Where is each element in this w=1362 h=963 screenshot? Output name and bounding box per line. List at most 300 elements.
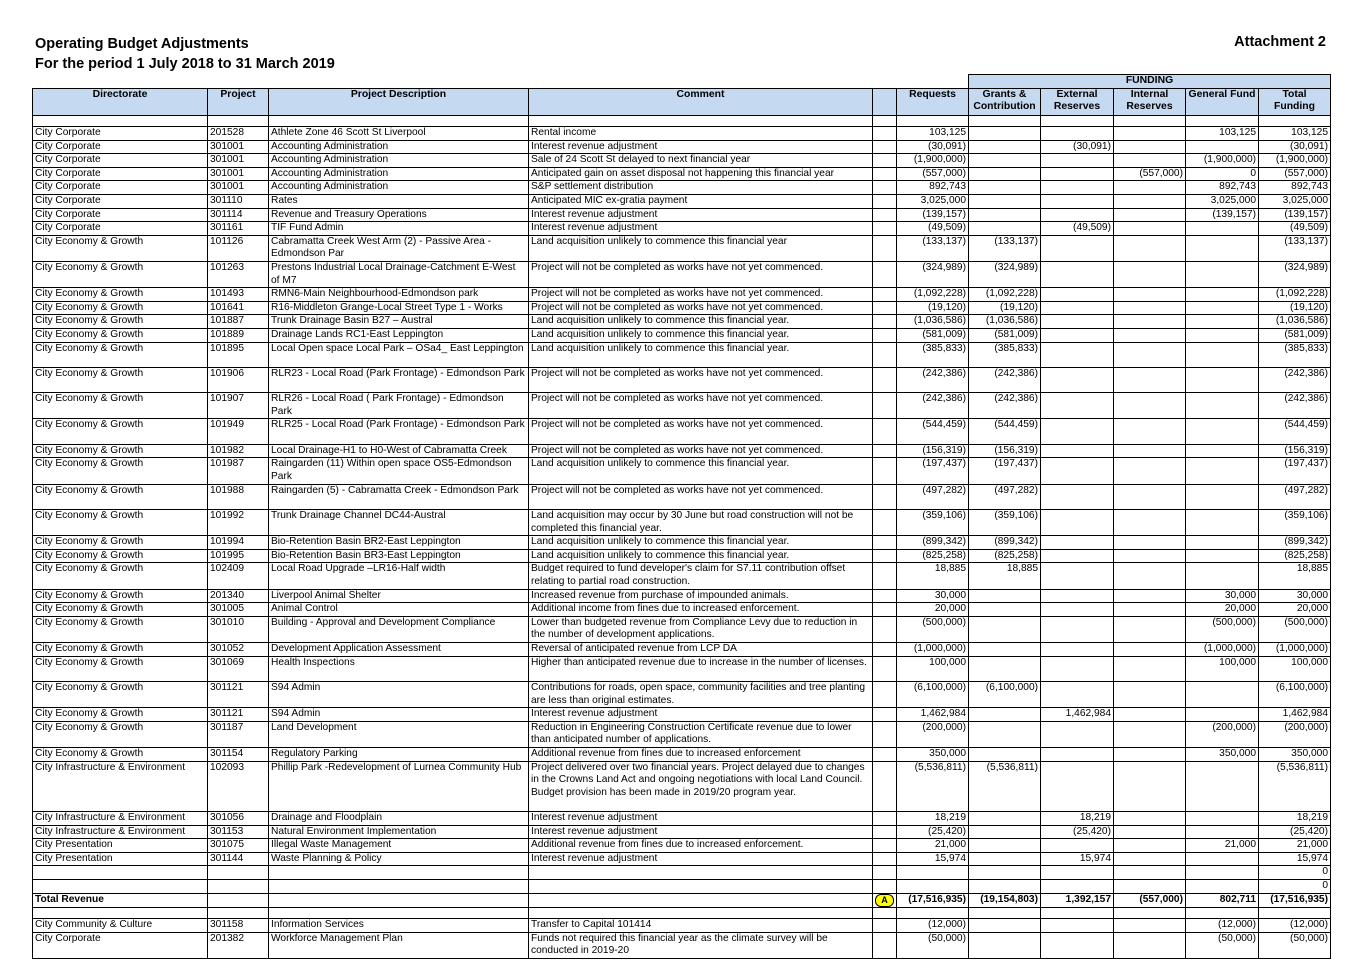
cell-requests: (359,106): [897, 510, 969, 536]
cell-total: 20,000: [1259, 603, 1331, 617]
cell-project: 301056: [208, 812, 269, 826]
cell-requests: 18,219: [897, 812, 969, 826]
cell-total: (1,900,000): [1259, 154, 1331, 168]
cell-general: 350,000: [1186, 747, 1259, 761]
cell-general: (139,157): [1186, 208, 1259, 222]
cell-internal: [1114, 419, 1186, 444]
col-total: Total Funding: [1259, 89, 1331, 116]
cell-external: [1041, 301, 1114, 315]
cell-directorate: City Economy & Growth: [33, 444, 208, 458]
cell-description: Raingarden (11) Within open space OS5-Edmondson Park: [269, 458, 529, 484]
cell-project: 301144: [208, 852, 269, 866]
cell-flag: [873, 747, 897, 761]
cell-internal: [1114, 484, 1186, 509]
cell-project: 301075: [208, 839, 269, 853]
cell-internal: [1114, 747, 1186, 761]
cell-internal: [1114, 301, 1186, 315]
cell-total: 0: [1259, 866, 1331, 880]
cell-description: Cabramatta Creek West Arm (2) - Passive Area - Edmondson Par: [269, 235, 529, 261]
cell-requests: (1,900,000): [897, 154, 969, 168]
cell-comment: Funds not required this financial year as the climate survey will be conducted in 2019-20: [529, 932, 873, 958]
cell-project: 301069: [208, 656, 269, 681]
cell-requests: 892,743: [897, 181, 969, 195]
table-row: [33, 315, 1331, 329]
cell-project: 301161: [208, 222, 269, 236]
cell-requests: (19,120): [897, 301, 969, 315]
cell-internal: [1114, 194, 1186, 208]
cell-project: 101887: [208, 315, 269, 329]
cell-grants: 18,885: [969, 563, 1041, 589]
cell-comment: Increased revenue from purchase of impounded animals.: [529, 589, 873, 603]
cell-general: [1186, 393, 1259, 419]
cell-requests: (899,342): [897, 536, 969, 550]
table-row: [33, 825, 1331, 839]
cell-general: [1186, 328, 1259, 342]
cell-flag: [873, 761, 897, 812]
cell-project: 301153: [208, 825, 269, 839]
cell-total: (242,386): [1259, 393, 1331, 419]
cell-comment: Project will not be completed as works have not yet commenced.: [529, 484, 873, 509]
cell-total: 30,000: [1259, 589, 1331, 603]
cell-directorate: City Corporate: [33, 181, 208, 195]
cell-requests: (1,000,000): [897, 642, 969, 656]
cell-general: 20,000: [1186, 603, 1259, 617]
cell-requests: (825,258): [897, 549, 969, 563]
cell-flag: [873, 419, 897, 444]
cell-external: [1041, 681, 1114, 707]
cell-project: 101493: [208, 288, 269, 302]
cell-internal: [1114, 393, 1186, 419]
cell-grants: [969, 642, 1041, 656]
cell-comment: Anticipated MIC ex-gratia payment: [529, 194, 873, 208]
cell-total: 103,125: [1259, 127, 1331, 141]
cell-total: 18,885: [1259, 563, 1331, 589]
cell-project: 101994: [208, 536, 269, 550]
cell-comment: Interest revenue adjustment: [529, 208, 873, 222]
cell-comment: Additional income from fines due to increased enforcement.: [529, 603, 873, 617]
col-internal: Internal Reserves: [1114, 89, 1186, 116]
cell-internal: [1114, 681, 1186, 707]
total-general: 802,711: [1186, 893, 1259, 908]
cell-flag: [873, 261, 897, 287]
cell-internal: [1114, 616, 1186, 642]
cell-general: [1186, 288, 1259, 302]
cell-total: 18,219: [1259, 812, 1331, 826]
cell-flag: [873, 549, 897, 563]
cell-grants: [969, 812, 1041, 826]
funding-group-header: FUNDING: [969, 75, 1331, 89]
table-row: [33, 852, 1331, 866]
cell-grants: (825,258): [969, 549, 1041, 563]
cell-comment: Higher than anticipated revenue due to increase in the number of licenses.: [529, 656, 873, 681]
cell-comment: Land acquisition unlikely to commence this financial year.: [529, 549, 873, 563]
cell-description: Workforce Management Plan: [269, 932, 529, 958]
cell-total: (25,420): [1259, 825, 1331, 839]
total-external: 1,392,157: [1041, 893, 1114, 908]
cell-requests: (385,833): [897, 342, 969, 367]
cell-comment: Interest revenue adjustment: [529, 812, 873, 826]
cell-external: [1041, 603, 1114, 617]
cell-total: (385,833): [1259, 342, 1331, 367]
cell-internal: [1114, 458, 1186, 484]
cell-comment: Project will not be completed as works have not yet commenced.: [529, 367, 873, 392]
cell-flag: [873, 812, 897, 826]
cell-external: [1041, 208, 1114, 222]
cell-project: 301010: [208, 616, 269, 642]
cell-internal: [1114, 761, 1186, 812]
col-description: Project Description: [269, 89, 529, 116]
cell-description: RMN6-Main Neighbourhood-Edmondson park: [269, 288, 529, 302]
cell-total: 350,000: [1259, 747, 1331, 761]
cell-comment: S&P settlement distribution: [529, 181, 873, 195]
cell-directorate: City Economy & Growth: [33, 458, 208, 484]
cell-internal: [1114, 222, 1186, 236]
cell-project: 101982: [208, 444, 269, 458]
col-requests: Requests: [897, 89, 969, 116]
cell-grants: [969, 866, 1041, 880]
cell-comment: Additional revenue from fines due to increased enforcement: [529, 747, 873, 761]
cell-project: 101988: [208, 484, 269, 509]
cell-description: RLR25 - Local Road (Park Frontage) - Edmondson Park: [269, 419, 529, 444]
cell-external: [1041, 444, 1114, 458]
cell-internal: [1114, 866, 1186, 880]
cell-comment: [529, 880, 873, 894]
cell-requests: (12,000): [897, 919, 969, 933]
cell-general: [1186, 235, 1259, 261]
cell-directorate: City Economy & Growth: [33, 536, 208, 550]
cell-project: 301110: [208, 194, 269, 208]
spacer-row: [33, 908, 1331, 919]
cell-external: [1041, 761, 1114, 812]
cell-flag: [873, 563, 897, 589]
cell-description: Trunk Drainage Basin B27 – Austral: [269, 315, 529, 329]
cell-description: Accounting Administration: [269, 140, 529, 154]
table-row: [33, 549, 1331, 563]
cell-requests: 3,025,000: [897, 194, 969, 208]
cell-external: [1041, 563, 1114, 589]
cell-external: [1041, 315, 1114, 329]
cell-general: (12,000): [1186, 919, 1259, 933]
cell-directorate: City Economy & Growth: [33, 549, 208, 563]
cell-grants: [969, 222, 1041, 236]
cell-project: 101641: [208, 301, 269, 315]
cell-grants: (359,106): [969, 510, 1041, 536]
cell-internal: [1114, 342, 1186, 367]
table-row: [33, 919, 1331, 933]
cell-grants: [969, 589, 1041, 603]
cell-requests: (50,000): [897, 932, 969, 958]
cell-directorate: City Economy & Growth: [33, 603, 208, 617]
cell-total: (200,000): [1259, 721, 1331, 747]
table-row: [33, 444, 1331, 458]
cell-total: (12,000): [1259, 919, 1331, 933]
cell-external: (30,091): [1041, 140, 1114, 154]
table-row: [33, 127, 1331, 141]
cell-total: (581,009): [1259, 328, 1331, 342]
cell-requests: (324,989): [897, 261, 969, 287]
cell-general: 30,000: [1186, 589, 1259, 603]
cell-comment: Sale of 24 Scott St delayed to next financial year: [529, 154, 873, 168]
cell-comment: Project will not be completed as works have not yet commenced.: [529, 419, 873, 444]
cell-project: 301005: [208, 603, 269, 617]
cell-flag: [873, 919, 897, 933]
cell-flag: [873, 181, 897, 195]
cell-project: [208, 866, 269, 880]
cell-general: [1186, 140, 1259, 154]
cell-description: Raingarden (5) - Cabramatta Creek - Edmondson Park: [269, 484, 529, 509]
cell-grants: [969, 825, 1041, 839]
cell-flag: [873, 642, 897, 656]
table-row: [33, 616, 1331, 642]
cell-description: Local Open space Local Park – OSa4_ East Leppington: [269, 342, 529, 367]
table-row: [33, 342, 1331, 367]
table-row: [33, 536, 1331, 550]
table-row: [33, 367, 1331, 392]
cell-project: 301052: [208, 642, 269, 656]
cell-directorate: City Economy & Growth: [33, 367, 208, 392]
cell-description: Building - Approval and Development Compliance: [269, 616, 529, 642]
cell-total: (544,459): [1259, 419, 1331, 444]
col-directorate: Directorate: [33, 89, 208, 116]
table-row: [33, 589, 1331, 603]
cell-grants: (324,989): [969, 261, 1041, 287]
cell-requests: (30,091): [897, 140, 969, 154]
cell-project: 101992: [208, 510, 269, 536]
cell-description: Bio-Retention Basin BR3-East Leppington: [269, 549, 529, 563]
cell-description: Waste Planning & Policy: [269, 852, 529, 866]
table-row: [33, 603, 1331, 617]
cell-general: [1186, 342, 1259, 367]
cell-grants: (242,386): [969, 367, 1041, 392]
cell-requests: 350,000: [897, 747, 969, 761]
cell-general: [1186, 315, 1259, 329]
cell-directorate: City Infrastructure & Environment: [33, 812, 208, 826]
cell-total: (497,282): [1259, 484, 1331, 509]
cell-internal: [1114, 235, 1186, 261]
cell-flag: [873, 328, 897, 342]
cell-total: (825,258): [1259, 549, 1331, 563]
table-row: [33, 839, 1331, 853]
cell-directorate: City Economy & Growth: [33, 681, 208, 707]
cell-comment: Land acquisition unlikely to commence this financial year.: [529, 536, 873, 550]
cell-general: [1186, 708, 1259, 722]
cell-internal: [1114, 839, 1186, 853]
cell-internal: [1114, 549, 1186, 563]
cell-external: [1041, 510, 1114, 536]
cell-project: 102093: [208, 761, 269, 812]
cell-total: 0: [1259, 880, 1331, 894]
table-row: [33, 880, 1331, 894]
table-row: [33, 328, 1331, 342]
cell-internal: [1114, 812, 1186, 826]
cell-external: [1041, 419, 1114, 444]
cell-grants: [969, 127, 1041, 141]
table-row: [33, 656, 1331, 681]
cell-comment: Project will not be completed as works have not yet commenced.: [529, 301, 873, 315]
cell-total: (49,509): [1259, 222, 1331, 236]
cell-general: [1186, 681, 1259, 707]
cell-grants: [969, 167, 1041, 181]
cell-comment: Reduction in Engineering Construction Certificate revenue due to lower than anticipated number of applications.: [529, 721, 873, 747]
cell-comment: Land acquisition unlikely to commence this financial year: [529, 235, 873, 261]
cell-directorate: City Economy & Growth: [33, 235, 208, 261]
cell-comment: Interest revenue adjustment: [529, 222, 873, 236]
cell-total: (19,120): [1259, 301, 1331, 315]
table-row: [33, 167, 1331, 181]
cell-general: [1186, 761, 1259, 812]
cell-general: 103,125: [1186, 127, 1259, 141]
cell-external: [1041, 328, 1114, 342]
cell-comment: Interest revenue adjustment: [529, 140, 873, 154]
cell-directorate: City Economy & Growth: [33, 642, 208, 656]
cell-total: (1,036,586): [1259, 315, 1331, 329]
cell-total: 100,000: [1259, 656, 1331, 681]
cell-project: 301001: [208, 181, 269, 195]
total-revenue-row: [33, 893, 1331, 908]
cell-grants: [969, 616, 1041, 642]
cell-grants: [969, 656, 1041, 681]
cell-grants: [969, 747, 1041, 761]
cell-general: [1186, 563, 1259, 589]
cell-external: [1041, 194, 1114, 208]
cell-grants: (385,833): [969, 342, 1041, 367]
cell-description: Natural Environment Implementation: [269, 825, 529, 839]
cell-general: 21,000: [1186, 839, 1259, 853]
cell-directorate: City Economy & Growth: [33, 563, 208, 589]
cell-description: [269, 866, 529, 880]
col-comment: Comment: [529, 89, 873, 116]
cell-requests: 1,462,984: [897, 708, 969, 722]
table-row: [33, 261, 1331, 287]
col-general: General Fund: [1186, 89, 1259, 116]
cell-general: [1186, 444, 1259, 458]
cell-requests: 103,125: [897, 127, 969, 141]
cell-external: [1041, 393, 1114, 419]
cell-comment: Project delivered over two financial years. Project delayed due to changes in the Crowns Land Act and ongoing negotiations with local Land Council. Budget provision has been made in 2019/20 program year.: [529, 761, 873, 812]
cell-external: [1041, 549, 1114, 563]
cell-requests: 30,000: [897, 589, 969, 603]
cell-comment: Interest revenue adjustment: [529, 708, 873, 722]
cell-requests: (581,009): [897, 328, 969, 342]
table-row: [33, 510, 1331, 536]
cell-flag: [873, 484, 897, 509]
cell-total: (324,989): [1259, 261, 1331, 287]
cell-general: 3,025,000: [1186, 194, 1259, 208]
cell-project: 101126: [208, 235, 269, 261]
cell-flag: [873, 721, 897, 747]
table-row: [33, 484, 1331, 509]
cell-general: (1,900,000): [1186, 154, 1259, 168]
table-row: [33, 458, 1331, 484]
cell-internal: [1114, 825, 1186, 839]
total-internal: (557,000): [1114, 893, 1186, 908]
cell-external: [1041, 656, 1114, 681]
cell-requests: (242,386): [897, 367, 969, 392]
cell-project: 201340: [208, 589, 269, 603]
cell-directorate: City Corporate: [33, 208, 208, 222]
col-grants: Grants & Contribution: [969, 89, 1041, 116]
cell-flag: [873, 681, 897, 707]
table-row: [33, 812, 1331, 826]
table-row: [33, 761, 1331, 812]
cell-internal: [1114, 208, 1186, 222]
table-row: [33, 708, 1331, 722]
cell-internal: [1114, 656, 1186, 681]
cell-project: 301114: [208, 208, 269, 222]
cell-external: [1041, 866, 1114, 880]
cell-grants: [969, 194, 1041, 208]
cell-general: [1186, 852, 1259, 866]
cell-internal: [1114, 852, 1186, 866]
cell-external: [1041, 288, 1114, 302]
badge-a-icon: A: [875, 894, 894, 907]
table-row: [33, 721, 1331, 747]
cell-grants: (581,009): [969, 328, 1041, 342]
cell-external: [1041, 919, 1114, 933]
cell-comment: Lower than budgeted revenue from Compliance Levy due to reduction in the number of development applications.: [529, 616, 873, 642]
cell-flag: [873, 589, 897, 603]
cell-directorate: City Economy & Growth: [33, 708, 208, 722]
cell-requests: (133,137): [897, 235, 969, 261]
cell-description: Liverpool Animal Shelter: [269, 589, 529, 603]
cell-grants: (197,437): [969, 458, 1041, 484]
cell-internal: [1114, 603, 1186, 617]
cell-directorate: City Economy & Growth: [33, 342, 208, 367]
cell-directorate: City Economy & Growth: [33, 510, 208, 536]
cell-directorate: City Community & Culture: [33, 919, 208, 933]
cell-flag: [873, 301, 897, 315]
cell-description: S94 Admin: [269, 708, 529, 722]
cell-description: Drainage and Floodplain: [269, 812, 529, 826]
cell-comment: Contributions for roads, open space, community facilities and tree planting are less than original estimates.: [529, 681, 873, 707]
total-grants: (19,154,803): [969, 893, 1041, 908]
cell-flag: [873, 393, 897, 419]
cell-requests: 18,885: [897, 563, 969, 589]
cell-project: 301187: [208, 721, 269, 747]
cell-requests: (242,386): [897, 393, 969, 419]
cell-comment: Budget required to fund developer's claim for S7.11 contribution offset relating to partial road construction.: [529, 563, 873, 589]
cell-description: RLR26 - Local Road ( Park Frontage) - Edmondson Park: [269, 393, 529, 419]
cell-external: (49,509): [1041, 222, 1114, 236]
cell-requests: (557,000): [897, 167, 969, 181]
cell-project: 102409: [208, 563, 269, 589]
cell-requests: (139,157): [897, 208, 969, 222]
cell-directorate: City Presentation: [33, 839, 208, 853]
cell-flag: [873, 342, 897, 367]
cell-internal: [1114, 721, 1186, 747]
cell-total: (30,091): [1259, 140, 1331, 154]
cell-total: (133,137): [1259, 235, 1331, 261]
cell-flag: [873, 140, 897, 154]
cell-grants: (19,120): [969, 301, 1041, 315]
cell-internal: [1114, 589, 1186, 603]
cell-flag: [873, 288, 897, 302]
cell-internal: [1114, 315, 1186, 329]
cell-external: 15,974: [1041, 852, 1114, 866]
table-row: [33, 140, 1331, 154]
cell-requests: (197,437): [897, 458, 969, 484]
cell-project: 301158: [208, 919, 269, 933]
cell-general: [1186, 510, 1259, 536]
document-period: For the period 1 July 2018 to 31 March 2019: [35, 56, 335, 72]
table-row: [33, 288, 1331, 302]
table-row: [33, 642, 1331, 656]
cell-description: Illegal Waste Management: [269, 839, 529, 853]
cell-general: [1186, 261, 1259, 287]
cell-flag: [873, 315, 897, 329]
cell-directorate: City Infrastructure & Environment: [33, 761, 208, 812]
cell-grants: [969, 181, 1041, 195]
